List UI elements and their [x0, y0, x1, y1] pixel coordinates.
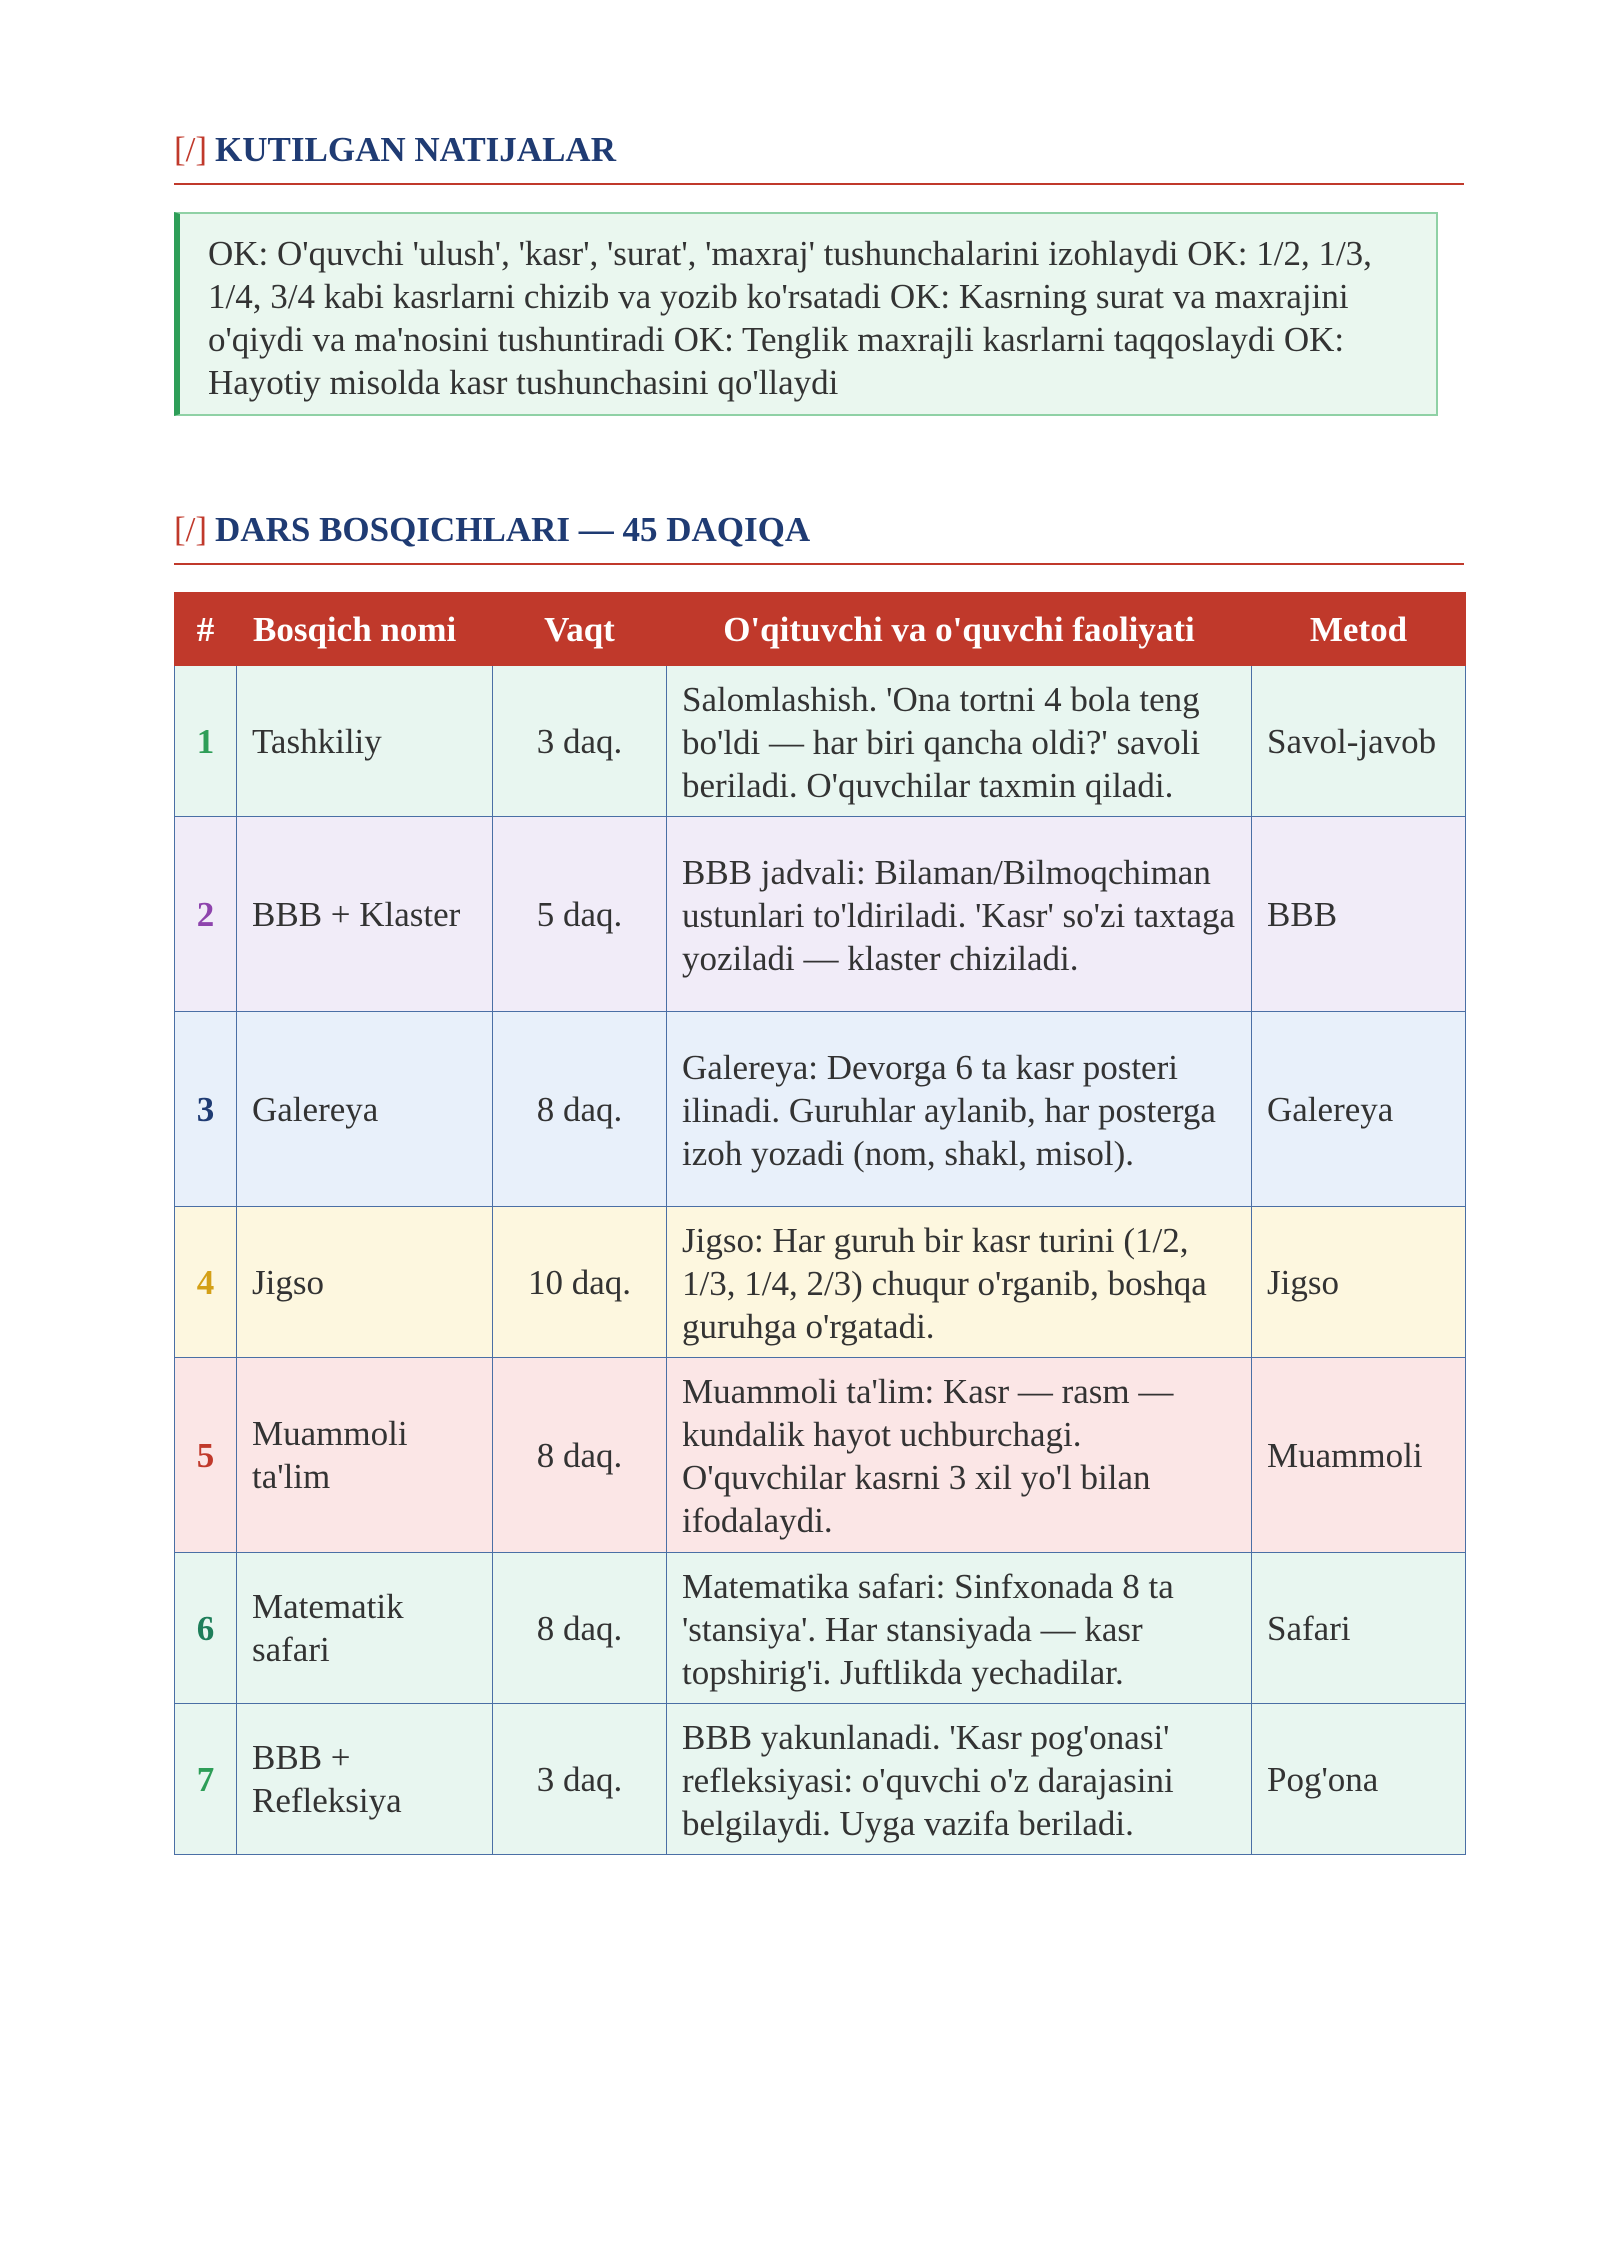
col-header-activity: O'qituvchi va o'quvchi faoliyati: [667, 593, 1252, 666]
stages-table: [174, 592, 1466, 1855]
stage-name: Galereya: [237, 1012, 493, 1207]
table-row: [175, 1704, 1466, 1855]
stage-name: Tashkiliy: [237, 666, 493, 817]
table-row: [175, 1207, 1466, 1358]
col-header-method: Metod: [1252, 593, 1466, 666]
stage-name: Jigso: [237, 1207, 493, 1358]
stage-time: 10 daq.: [493, 1207, 667, 1358]
stage-method: Galereya: [1252, 1012, 1466, 1207]
col-header-num: #: [175, 593, 237, 666]
stage-activity: Galereya: Devorga 6 ta kasr posteri ilinadi. Guruhlar aylanib, har posterga izoh yozadi (nom, shakl, misol).: [667, 1012, 1252, 1207]
stage-time: 8 daq.: [493, 1553, 667, 1704]
stage-method: Safari: [1252, 1553, 1466, 1704]
stage-time: 8 daq.: [493, 1012, 667, 1207]
col-header-name: Bosqich nomi: [237, 593, 493, 666]
outcomes-heading: [174, 130, 1464, 185]
stage-activity: BBB jadvali: Bilaman/Bilmoqchiman ustunlari to'ldiriladi. 'Kasr' so'zi taxtaga yoziladi — klaster chiziladi.: [667, 817, 1252, 1012]
stage-name: Muammoli ta'lim: [237, 1358, 493, 1553]
stage-name: BBB + Refleksiya: [237, 1704, 493, 1855]
stage-method: Pog'ona: [1252, 1704, 1466, 1855]
stage-name: Matematik safari: [237, 1553, 493, 1704]
outcomes-heading-title: KUTILGAN NATIJALAR: [215, 130, 616, 169]
row-number: 5: [175, 1358, 237, 1553]
outcomes-heading-marker: [/]: [174, 130, 208, 169]
table-row: [175, 1012, 1466, 1207]
table-row: [175, 666, 1466, 817]
stage-activity: Salomlashish. 'Ona tortni 4 bola teng bo'ldi — har biri qancha oldi?' savoli beriladi. O'quvchilar taxmin qiladi.: [667, 666, 1252, 817]
stage-method: Savol-javob: [1252, 666, 1466, 817]
stages-heading-title: DARS BOSQICHLARI — 45 DAQIQA: [215, 510, 811, 549]
outcomes-text: OK: O'quvchi 'ulush', 'kasr', 'surat', 'maxraj' tushunchalarini izohlaydi OK: 1/2, 1/3, 1/4, 3/4 kabi kasrlarni chizib va yozib ko'rsatadi OK: Kasrning surat va maxrajini o'qiydi va ma'nosini tushuntiradi OK: Tenglik maxrajli kasrlarni taqqoslaydi OK: Hayotiy misolda kasr tushunchasini qo'llaydi: [208, 234, 1372, 402]
stage-method: BBB: [1252, 817, 1466, 1012]
table-row: [175, 1358, 1466, 1553]
stage-time: 5 daq.: [493, 817, 667, 1012]
table-header-row: [175, 593, 1466, 666]
row-number: 6: [175, 1553, 237, 1704]
row-number: 7: [175, 1704, 237, 1855]
stage-activity: Matematika safari: Sinfxonada 8 ta 'stansiya'. Har stansiyada — kasr topshirig'i. Juftlikda yechadilar.: [667, 1553, 1252, 1704]
stage-time: 8 daq.: [493, 1358, 667, 1553]
row-number: 3: [175, 1012, 237, 1207]
row-number: 4: [175, 1207, 237, 1358]
table-row: [175, 817, 1466, 1012]
table-row: [175, 1553, 1466, 1704]
stage-name: BBB + Klaster: [237, 817, 493, 1012]
stages-heading-marker: [/]: [174, 510, 208, 549]
outcomes-box: [174, 212, 1438, 416]
stage-activity: Muammoli ta'lim: Kasr — rasm — kundalik hayot uchburchagi. O'quvchilar kasrni 3 xil yo'l bilan ifodalaydi.: [667, 1358, 1252, 1553]
col-header-time: Vaqt: [493, 593, 667, 666]
row-number: 2: [175, 817, 237, 1012]
stage-time: 3 daq.: [493, 666, 667, 817]
stage-time: 3 daq.: [493, 1704, 667, 1855]
row-number: 1: [175, 666, 237, 817]
stage-activity: Jigso: Har guruh bir kasr turini (1/2, 1/3, 1/4, 2/3) chuqur o'rganib, boshqa guruhga o'rgatadi.: [667, 1207, 1252, 1358]
stage-method: Muammoli: [1252, 1358, 1466, 1553]
stages-heading: [174, 510, 1464, 565]
stage-activity: BBB yakunlanadi. 'Kasr pog'onasi' refleksiyasi: o'quvchi o'z darajasini belgilaydi. Uyga vazifa beriladi.: [667, 1704, 1252, 1855]
stage-method: Jigso: [1252, 1207, 1466, 1358]
